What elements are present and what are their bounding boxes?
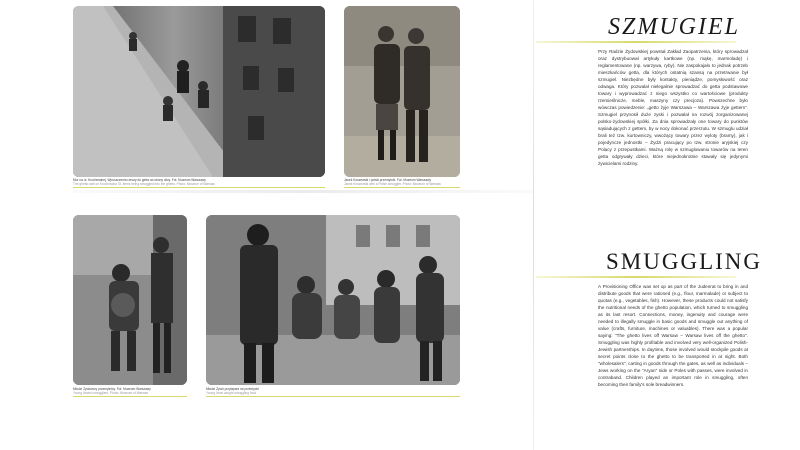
caption-3-en: Young Jewish smugglers. Photo: Museum of Warsaw bbox=[73, 391, 149, 396]
page-fold-shadow bbox=[73, 190, 533, 193]
body-text-pl: Przy Radzie Żydowskiej powstał Zakład Zaopatrzenia, który sprowadzał oraz dystrybuował artykuły kartkowe (np. mąkę, marmoladę) i reglamentowane (np. warzywa, ryby). Nie zaspokajało to jednak potrzeb mieszkańców getta, dla których ostatnią szansą na przetrwanie był szmugiel. Niezbędne były kontakty, pieniądze, pomysłowość oraz odwaga. Który pozwalał nielegalnie sprowadzać do getta podstawowe towary i wyprowadzać z niego wszystko co wartościowe (produkty rzemieślnicze, meble, maszyny czy precjoza). Powszechne było wówczas powiedzenie: „getto żyje Warszawa – Warszawa żyje gettem". Szmugiel przynosił duże zyski i pozwalał na rozwój zorganizowanej polsko-żydowskiej spółki. Za dnia sprowadzały one towary do punktów sąsiadujących z gettem, by w nocy dokonać przerzutu. W szmuglu udział brali też tzw. kurtowniczy, wwożący towary przez wyloty (bramy), jak i pojedyncze jednostki – Żydzi pracujący po tzw. stronie aryjskiej czy Polacy z przepustkami. Ważną rolę w szmuglowaniu towarów na teren getta odgrywały dzieci, które niejednokrotnie stawały się jedynymi żywicielami rodziny. bbox=[598, 49, 748, 166]
book-spine bbox=[533, 0, 534, 450]
title-smuggling: SMUGGLING bbox=[606, 249, 762, 274]
title-szmugiel: SZMUGIEL bbox=[608, 14, 741, 40]
photo-ghetto-wall bbox=[73, 6, 325, 177]
caption-photo-3 bbox=[73, 387, 187, 395]
caption-2-en: Jacek Koszewski with a Polish smuggler. Photo: Museum of Warsaw bbox=[344, 182, 441, 187]
photo-young-smugglers bbox=[73, 215, 187, 385]
caption-photo-4 bbox=[206, 387, 460, 395]
caption-photo-2 bbox=[344, 178, 460, 186]
caption-1-en: The ghetto wall on Krochmalna St. Items being smuggled into the ghetto. Photo: Museum of Warsaw bbox=[73, 182, 215, 187]
title-rule-pl bbox=[536, 41, 736, 43]
caption-4-pl: Młodzi Żydzi przyłapani na przemycie bbox=[206, 387, 259, 391]
caption-photo-1 bbox=[73, 178, 325, 186]
caption-3-pl: Młodzi Żydowscy przemytnicy. Fot. Muzeum Warszawy bbox=[73, 387, 151, 391]
caption-4-en: Young Jews caught smuggling food bbox=[206, 391, 257, 396]
caption-2-pl: Jacek Koszewski i polski przemytnik. Fot. Muzeum Warszawy bbox=[344, 178, 432, 182]
body-text-en: A Provisioning Office was set up as part of the Judenrat to bring in and distribute goods that were rationed (e.g., flour, marmalade) or subject to quotas (e.g., vegetables, fish). However, these products could not satisfy the nutritional needs of the ghetto population, which turned to smuggling as its last resort. Connections, money, ingenuity and courage were needed to illegally smuggle in basic goods and smuggle out anything of value (crafts, furniture, machines or valuables). There was a popular saying: "The ghetto lives off Warsaw – Warsaw lives off the ghetto". Smuggling was highly profitable and involved very well-organized Polish-Jewish partnerships. In daytime, those involved would stockpile goods at secret points close to the ghetto to be transported in at night. Both "wholesalers", carting in goods through the gates, as well as individuals – Jews working on the "Aryan" side or Poles with passes, were involved in contraband. Children played an important role in smuggling, often becoming their family's sole breadwinners. bbox=[598, 284, 748, 387]
title-rule-en bbox=[536, 276, 736, 278]
photo-caught-smuggling bbox=[206, 215, 460, 385]
caption-1-pl: Mur na ul. Krochmalnej. Wpuszczenia rzeczy do getta od strony ulicy. Fot. Muzeum Warszawy bbox=[73, 178, 206, 182]
photo-couple-portrait bbox=[344, 6, 460, 177]
